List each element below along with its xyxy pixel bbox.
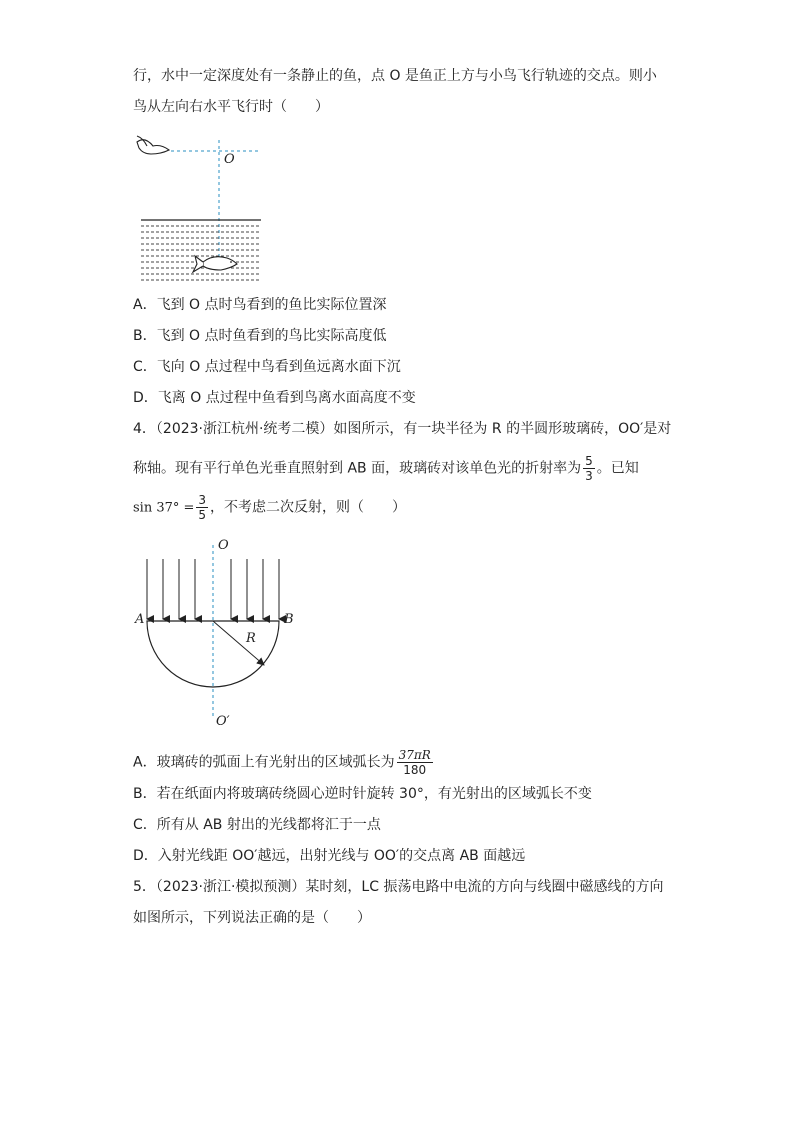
sin-numerator: 3 bbox=[198, 493, 207, 507]
arc-numerator: 37πR bbox=[398, 748, 431, 762]
q4-option-c: C．所有从 AB 射出的光线都将汇于一点 bbox=[133, 817, 381, 833]
arc-denominator: 180 bbox=[403, 763, 427, 777]
q5-stem-line2: 如图所示，下列说法正确的是（ ） bbox=[133, 910, 371, 926]
bird-icon bbox=[137, 136, 169, 154]
q3-label-o: O bbox=[224, 152, 235, 167]
q3-stem-line1: 行，水中一定深度处有一条静止的鱼，点 O 是鱼正上方与小鸟飞行轨迹的交点。则小 bbox=[133, 68, 657, 84]
sin-expression: sin 37° = bbox=[133, 500, 195, 516]
q4-stem-line1: 4．（2023·浙江杭州·统考二模）如图所示，有一块半径为 R 的半圆形玻璃砖，OO′是对 bbox=[133, 421, 672, 437]
q3-option-d: D．飞离 O 点过程中鱼看到鸟离水面高度不变 bbox=[133, 390, 416, 406]
label-b: B bbox=[284, 612, 294, 627]
fish-icon bbox=[193, 256, 237, 272]
label-r: R bbox=[246, 631, 256, 646]
sin-fraction bbox=[196, 493, 208, 522]
q4-option-a-text: A．玻璃砖的弧面上有光射出的区域弧长为 bbox=[133, 754, 395, 771]
water bbox=[141, 226, 261, 280]
q5-stem-line1: 5．（2023·浙江·模拟预测）某时刻，LC 振荡电路中电流的方向与线圈中磁感线的方向 bbox=[133, 879, 664, 895]
sin-denominator: 5 bbox=[198, 508, 207, 522]
q4-stem-line3-post: ，不考虑二次反射，则（ ） bbox=[210, 499, 407, 516]
q3-stem-line2: 鸟从左向右水平飞行时（ ） bbox=[133, 99, 329, 115]
q3-figure bbox=[133, 130, 273, 290]
q4-stem-line2-pre: 称轴。现有平行单色光垂直照射到 AB 面，玻璃砖对该单色光的折射率为 bbox=[133, 460, 582, 477]
n-denominator: 3 bbox=[585, 469, 593, 483]
q4-option-b: B．若在纸面内将玻璃砖绕圆心逆时针旋转 30°，有光射出的区域弧长不变 bbox=[133, 786, 592, 802]
q3-option-b: B．飞到 O 点时鱼看到的鸟比实际高度低 bbox=[133, 328, 387, 344]
label-a: A bbox=[135, 612, 145, 627]
q4-stem-line2-post: 。已知 bbox=[596, 460, 639, 477]
arc-length-fraction bbox=[397, 748, 433, 777]
q4-option-a bbox=[133, 748, 435, 777]
q4-option-d: D．入射光线距 OO′越远，出射光线与 OO′的交点离 AB 面越远 bbox=[133, 848, 526, 864]
label-o-top: O bbox=[218, 538, 229, 553]
q4-figure bbox=[130, 535, 300, 735]
label-o-bottom: O′ bbox=[216, 714, 230, 729]
q3-option-a: A．飞到 O 点时鸟看到的鱼比实际位置深 bbox=[133, 297, 387, 313]
refractive-index-fraction bbox=[583, 454, 595, 483]
q4-stem-line3 bbox=[133, 493, 406, 522]
n-numerator: 5 bbox=[585, 454, 593, 468]
q3-option-c: C．飞向 O 点过程中鸟看到鱼远离水面下沉 bbox=[133, 359, 401, 375]
q4-stem-line2 bbox=[133, 454, 639, 483]
